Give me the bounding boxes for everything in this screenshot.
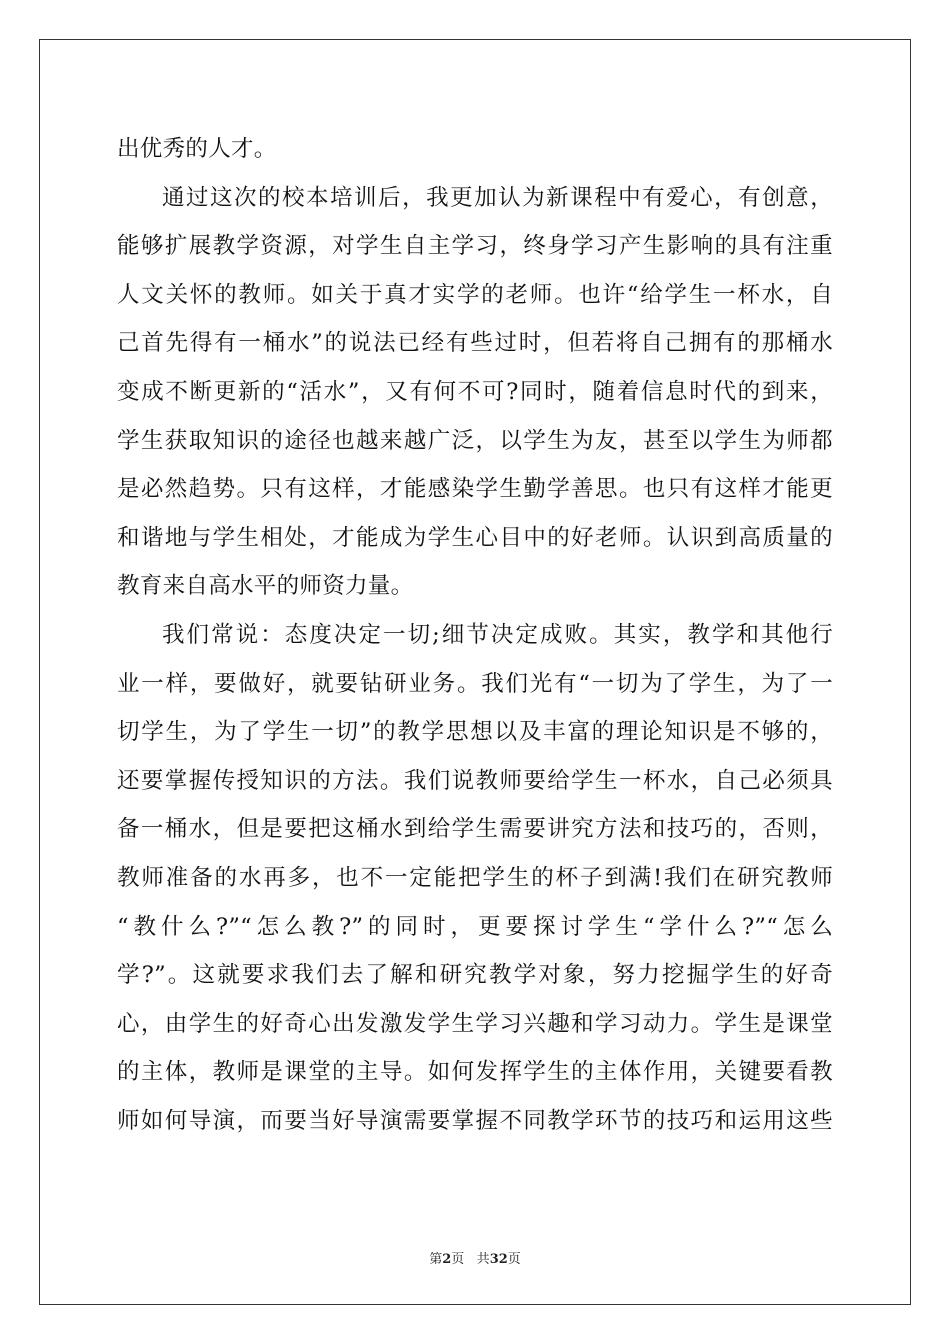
text-line-9: 和谐地与学生相处，才能成为学生心目中的好老师。认识到高质量的: [117, 524, 833, 551]
text-line-5: 己首先得有一桶水”的说法已经有些过时，但若将自己拥有的那桶水: [117, 330, 833, 357]
text-line-7: 学生获取知识的途径也越来越广泛，以学生为友，甚至以学生为师都: [117, 427, 833, 454]
footer-page-prefix: 第: [429, 1252, 443, 1267]
text-line-12: 业一样，要做好，就要钻研业务。我们光有“一切为了学生，为了一: [117, 670, 833, 697]
text-line-15: 备一桶水，但是要把这桶水到给学生需要讲究方法和技巧的，否则，: [117, 816, 833, 843]
text-line-8: 是必然趋势。只有这样，才能感染学生勤学善思。也只有这样才能更: [117, 476, 833, 503]
text-line-17: “教什么?”“怎么教?”的同时，更要探讨学生“学什么?”“怎么: [117, 913, 833, 940]
text-line-6: 变成不断更新的“活水”，又有何不可?同时，随着信息时代的到来，: [117, 378, 833, 405]
page-footer: [0, 1248, 950, 1267]
text-line-1: 出优秀的人才。: [117, 136, 277, 162]
text-line-14: 还要掌握传授知识的方法。我们说教师要给学生一杯水，自己必须具: [117, 767, 833, 794]
footer-spacer: [464, 1252, 476, 1267]
text-line-18: 学?”。这就要求我们去了解和研究教学对象，努力挖掘学生的好奇: [117, 962, 833, 989]
text-line-19: 心，由学生的好奇心出发激发学生学习兴趣和学习动力。学生是课堂: [117, 1010, 833, 1037]
text-line-2: 通过这次的校本培训后，我更加认为新课程中有爱心，有创意，: [162, 184, 833, 211]
text-line-3: 能够扩展教学资源，对学生自主学习，终身学习产生影响的具有注重: [117, 233, 833, 260]
text-line-20: 的主体，教师是课堂的主导。如何发挥学生的主体作用，关键要看教: [117, 1059, 833, 1086]
text-line-13: 切学生，为了学生一切”的教学思想以及丰富的理论知识是不够的，: [117, 719, 833, 746]
footer-total-prefix: 共: [476, 1252, 490, 1267]
text-line-11: 我们常说：态度决定一切;细节决定成败。其实，教学和其他行: [162, 621, 833, 648]
footer-page-number: 2: [442, 1252, 452, 1267]
text-line-21: 师如何导演，而要当好导演需要掌握不同教学环节的技巧和运用这些: [117, 1107, 833, 1134]
footer-page-suffix: 页: [451, 1252, 465, 1267]
document-body: [117, 125, 833, 1145]
text-line-16: 教师准备的水再多，也不一定能把学生的杯子到满!我们在研究教师: [117, 864, 833, 891]
text-line-10: 教育来自高水平的师资力量。: [117, 573, 414, 600]
text-line-4: 人文关怀的教师。如关于真才实学的老师。也许“给学生一杯水，自: [117, 281, 833, 308]
footer-total-suffix: 页: [507, 1252, 521, 1267]
footer-total-pages: 32: [489, 1252, 508, 1267]
